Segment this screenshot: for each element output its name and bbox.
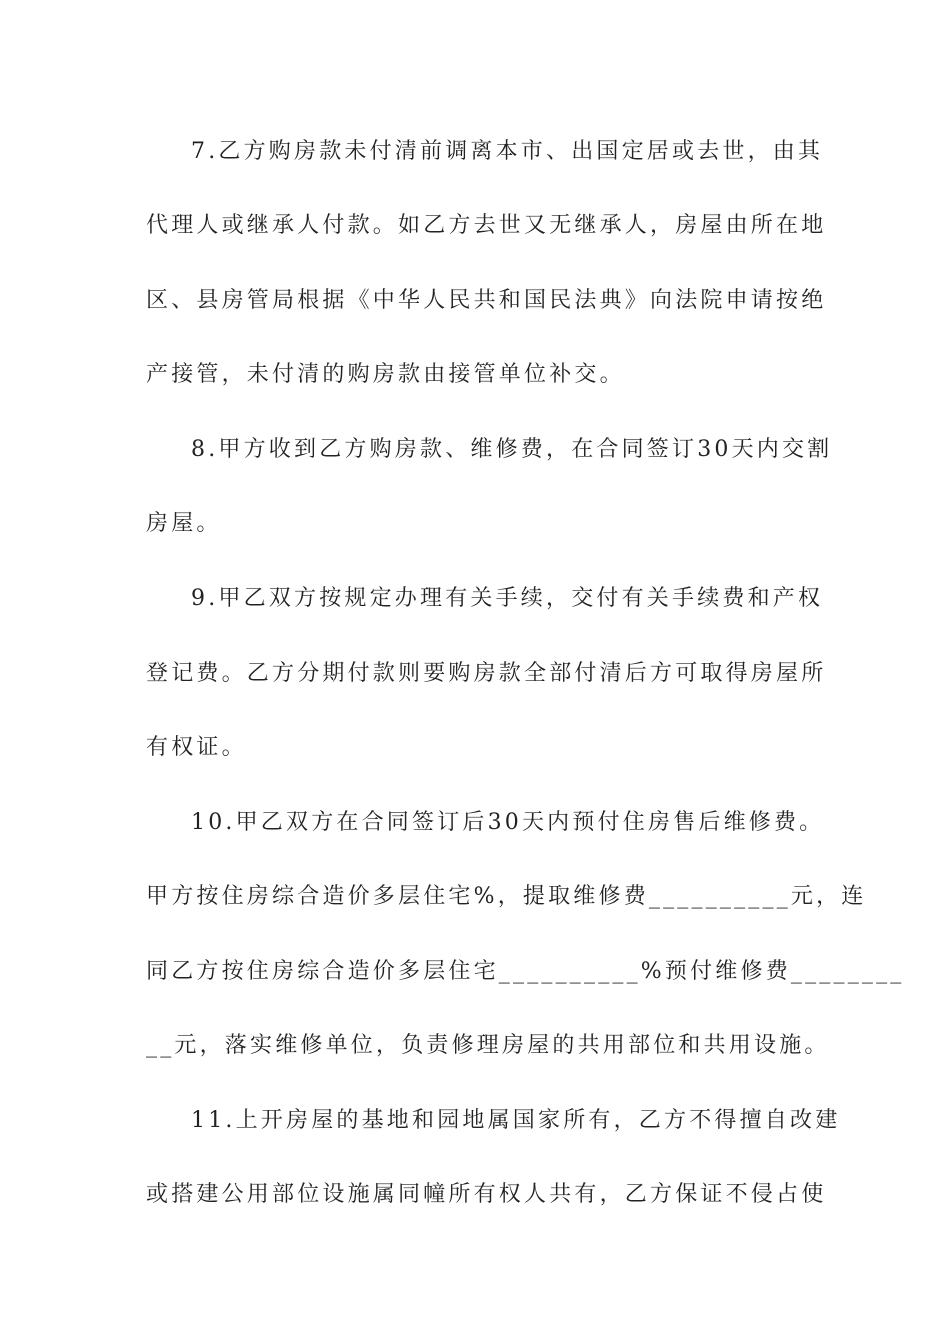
paragraph-8-line-1: 8.甲方收到乙方购房款、维修费，在合同签订30天内交割 [191,437,833,462]
paragraph-10-line-2: 甲方按住房综合造价多层住宅%，提取维修费__________元，连 [146,884,867,909]
paragraph-7-line-4: 产接管，未付清的购房款由接管单位补交。 [146,362,625,387]
paragraph-8-line-2: 房屋。 [146,511,222,536]
paragraph-7-line-3: 区、县房管局根据《中华人民共和国民法典》向法院申请按绝 [146,288,827,313]
paragraph-11-line-1: 11.上开房屋的基地和园地属国家所有，乙方不得擅自改建 [191,1108,841,1133]
paragraph-9-line-3: 有权证。 [146,735,247,760]
paragraph-10-line-1: 10.甲乙双方在合同签订后30天内预付住房售后维修费。 [191,810,825,835]
paragraph-10-line-3: 同乙方按住房综合造价多层住宅__________%预付维修费________ [146,959,905,984]
paragraph-7-line-1: 7.乙方购房款未付清前调离本市、出国定居或去世，由其 [191,139,824,164]
paragraph-9-line-1: 9.甲乙双方按规定办理有关手续，交付有关手续费和产权 [191,586,824,611]
paragraph-9-line-2: 登记费。乙方分期付款则要购房款全部付清后方可取得房屋所 [146,661,827,686]
paragraph-11-line-2: 或搭建公用部位设施属同幢所有权人共有，乙方保证不侵占使 [146,1182,827,1207]
paragraph-7-line-2: 代理人或继承人付款。如乙方去世又无继承人，房屋由所在地 [146,213,827,238]
paragraph-10-line-4: __元，落实维修单位，负责修理房屋的共用部位和共用设施。 [146,1033,830,1058]
